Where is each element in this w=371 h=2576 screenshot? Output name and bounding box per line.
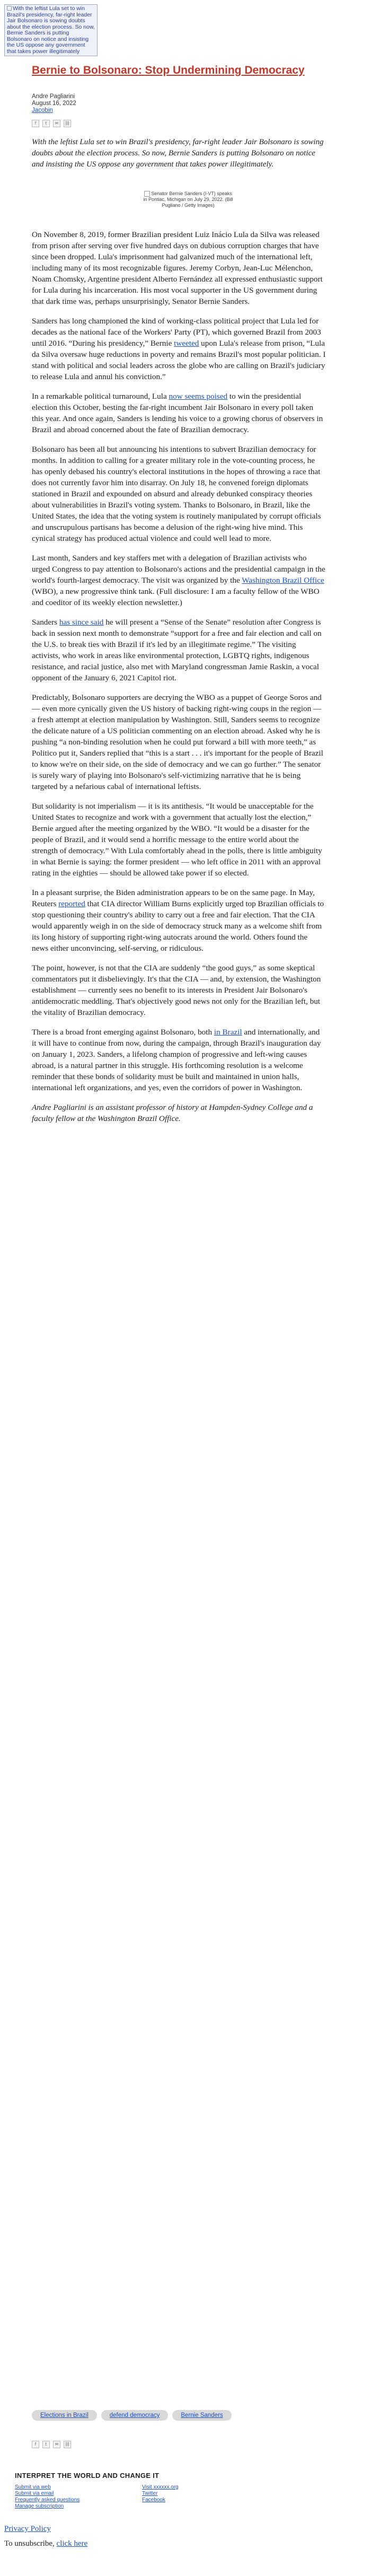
washington-brazil-office-link[interactable]: Washington Brazil Office [242,576,324,585]
tag-bernie-sanders[interactable]: Bernie Sanders [172,2410,231,2421]
paragraph: The point, however, is not that the CIA are suddenly “the good guys,” as some skeptical commentators put it disbelievingly. It's that the CIA — and, by extension, the Washington establishment — currently sees no benefit to its interests in President Jair Bolsonaro's antidemocratic meddling. That's objectively good news not only for the Brazilian left, but the vitality of Brazilian democracy. [32,963,321,1017]
author-bio: Andre Pagliarini is an assistant professor of history at Hampden-Sydney College and a faculty fellow at the Washington Brazil Office. [32,1103,313,1123]
email-icon[interactable]: ✉ [53,2441,60,2448]
manage-subscription-link[interactable]: Manage subscription [15,2503,64,2509]
link-icon[interactable]: ⛓ [64,120,71,127]
article-meta [32,93,76,114]
publish-date: August 16, 2022 [32,100,76,107]
twitter-icon[interactable]: t [42,2441,50,2448]
paragraph: But solidarity is not imperialism — it is its antithesis. “It would be unacceptable for the United States to recognize and work with a government that actually lost the election,” Bernie argued after the meeting organized by the WBO. “It would be a disaster for the people of Brazil, and it would send a horrific message to the entire world about the strength of democracy.” With Lula comfortably ahead in the polls, there is little ambiguity in what Bernie is saying: the former president — who left office in 2011 with an approval rating in the eighties — should be allowed take power if so elected. [32,802,322,878]
publication-link[interactable]: Jacobin [32,107,53,113]
paragraph: Sanders has long championed the kind of working-class political project that Lula led for decades as the national face of the Workers' Party (PT), which governed Brazil from 2003 until 2016. “During his presidency,” Bernie tweeted upon Lula's release from prison, “Lula da Silva oversaw huge reductions in poverty and remains Brazil's most popular politician. I stand with political and social leaders across the globe who are calling on Brazil's judiciary to release Lula and annul his conviction.” [32,317,326,381]
footer-col-social [142,2484,248,2510]
paragraph: There is a broad front emerging against Bolsonaro, both in Brazil and internationally, and it will have to continue from now, during the campaign, through Brazil's inauguration day on January 1, 2023. Sanders, a lifelong champion of progressive and left-wing causes abroad, is a natural partner in this struggle. His forthcoming resolution is a welcome reminder that these bonds of solidarity must be built and maintained in union halls, international left organizations, and yes, even the corridors of power in Washington. [32,1028,321,1092]
image-placeholder-icon [144,191,150,197]
footer-heading: INTERPRET THE WORLD AND CHANGE IT [15,2472,160,2479]
twitter-link[interactable]: Twitter [142,2491,158,2496]
tweeted-link[interactable]: tweeted [174,339,199,348]
email-icon[interactable]: ✉ [53,120,60,127]
footer-columns [15,2484,312,2510]
paragraph: Last month, Sanders and key staffers met with a delegation of Brazilian activists who urged Congress to pay attention to Bolsonaro's actions and the presidential campaign in the world's fourth-largest democracy. The visit was organized by the Washington Brazil Office (WBO), a new progressive think tank. (Full disclosure: I am a faculty fellow of the WBO and coeditor of its weekly election newsletter.) [32,554,325,607]
article-photo [143,191,233,208]
paragraph: On November 8, 2019, former Brazilian president Luiz Inácio Lula da Silva was released from prison after serving over five hundred days on dubious corruption charges that have since been dropped. Lula's imprisonment had galvanized much of the international left, including many of its most recognizable figures. Jeremy Corbyn, Jean-Luc Mélenchon, Noam Chomsky, Argentine president Alberto Fernández all expressed enthusiastic support for Lula during his incarceration. His most vocal supporter in the US government during that dark time was, perhaps unsurprisingly, Senator Bernie Sanders. [32,230,323,306]
header-image-alt-text: With the leftist Lula set to win Brazil's presidency, far-right leader Jair Bolsonaro is sowing doubts about the election process. So now, Bernie Sanders is putting Bolsonaro on notice and insisting the US oppose any government that takes power illegitimately [7,5,95,55]
link-icon[interactable]: ⛓ [64,2441,71,2448]
photo-caption: Senator Bernie Sanders (I-VT) speaks in Pontiac, Michigan on July 29, 2022. (Bill Pugliano / Getty Images) [143,191,233,208]
share-bar-bottom [32,2441,71,2448]
author-name: Andre Pagliarini [32,93,75,100]
unsubscribe-line: To unsubscribe, click here [4,2539,88,2548]
tag-elections-in-brazil[interactable]: Elections in Brazil [32,2410,97,2421]
tag-defend-democracy[interactable]: defend democracy [101,2410,169,2421]
paragraph: In a remarkable political turnaround, Lula now seems poised to win the presidential election this October, besting the far-right incumbent Jair Bolsonaro in every poll taken this year. And once again, Sanders is lending his voice to a growing chorus of observers in Brazil and abroad concerned about the fate of Brazilian democracy. [32,392,323,434]
facebook-icon[interactable]: f [32,2441,39,2448]
header-image[interactable] [4,4,98,56]
now-seems-poised-link[interactable]: now seems poised [169,392,228,401]
paragraph: Predictably, Bolsonaro supporters are decrying the WBO as a puppet of George Soros and — even more cynically given the US history of backing right-wing coups in the region — a fresh attempt at election manipulation by Washington. Still, Sanders seems to recognize the delicate nature of a US politician commenting on an election abroad. Asked why he is pushing “a non-binding resolution when he could put forward a bill with more teeth,” as Politico put it, Sanders replied that “this is a start . . . it's important for the people of Brazil to know we're on their side, on the side of democracy and we can go further.” The senator is surely wary of playing into Bolsonaro's self-victimizing narrative that he is being targeted by a nefarious cabal of international leftists. [32,693,323,791]
paragraph: Bolsonaro has been all but announcing his intentions to subvert Brazilian democracy for months. In addition to calling for a greater military role in the vote-counting process, he has openly debased his country's electoral institutions in the hopes of throwing a race that does not currently favor him into disarray. On July 18, he convened foreign diplomats stationed in Brazil and expounded on absurd and already debunked conspiracy theories about vulnerabilities in Brazil's voting system. Thanks to Bolsonaro, in Brazil, like the United States, the idea that the voting system is routinely manipulated by corrupt officials and unscrupulous partisans has become a delusion of the right-wing hive mind. This cynical strategy has produced actual violence and could well lead to more. [32,445,321,543]
bottom-links [4,2524,87,2549]
faq-link[interactable]: Frequently asked questions [15,2497,80,2503]
facebook-icon[interactable]: f [32,120,39,127]
visit-site-link[interactable]: Visit xxxxxx.org [142,2484,179,2490]
has-since-said-link[interactable]: has since said [59,618,104,627]
twitter-icon[interactable]: t [42,120,50,127]
submit-web-link[interactable]: Submit via web [15,2484,51,2490]
article-lede: With the leftist Lula set to win Brazil's presidency, far-right leader Jair Bolsonaro is sowing doubts about the election process. So now, Bernie Sanders is putting Bolsonaro on notice and insisting the US oppose any government that takes power illegitimately. [32,138,324,169]
in-brazil-link[interactable]: in Brazil [214,1028,242,1037]
header-image-broken-icon [7,6,12,11]
reported-link[interactable]: reported [58,899,85,908]
paragraph: In a pleasant surprise, the Biden administration appears to be on the same page. In May, Reuters reported that CIA director William Burns explicitly urged top Brazilian officials to stop questioning their country's ability to carry out a free and fair election. That the CIA would apparently weigh in on the side of democracy struck many as a welcome shift from its long history of supporting right-wing autocrats around the world. Others found the news either unconvincing, self-serving, or ridiculous. [32,888,324,953]
privacy-policy-link[interactable]: Privacy Policy [4,2525,51,2533]
unsubscribe-link[interactable]: click here [56,2539,88,2548]
article-body [32,229,326,1133]
share-bar-top [32,120,71,127]
paragraph: Sanders has since said he will present a “Sense of the Senate” resolution after Congress is back in session next month to demonstrate “support for a free and fair election and call on the U.S. to break ties with Brazil if it's led by an illegitimate regime.” The visiting activists, who work in areas like environmental protection, LGBTQ rights, indigenous resistance, and racial justice, also met with Maryland congressman Jamie Raskin, a vocal opponent of the January 6, 2021 Capitol riot. [32,618,322,682]
footer-col-submit [15,2484,121,2510]
article-title[interactable]: Bernie to Bolsonaro: Stop Undermining Democracy [32,64,305,76]
submit-email-link[interactable]: Submit via email [15,2491,54,2496]
tag-list [32,2410,326,2421]
facebook-link[interactable]: Facebook [142,2497,165,2503]
